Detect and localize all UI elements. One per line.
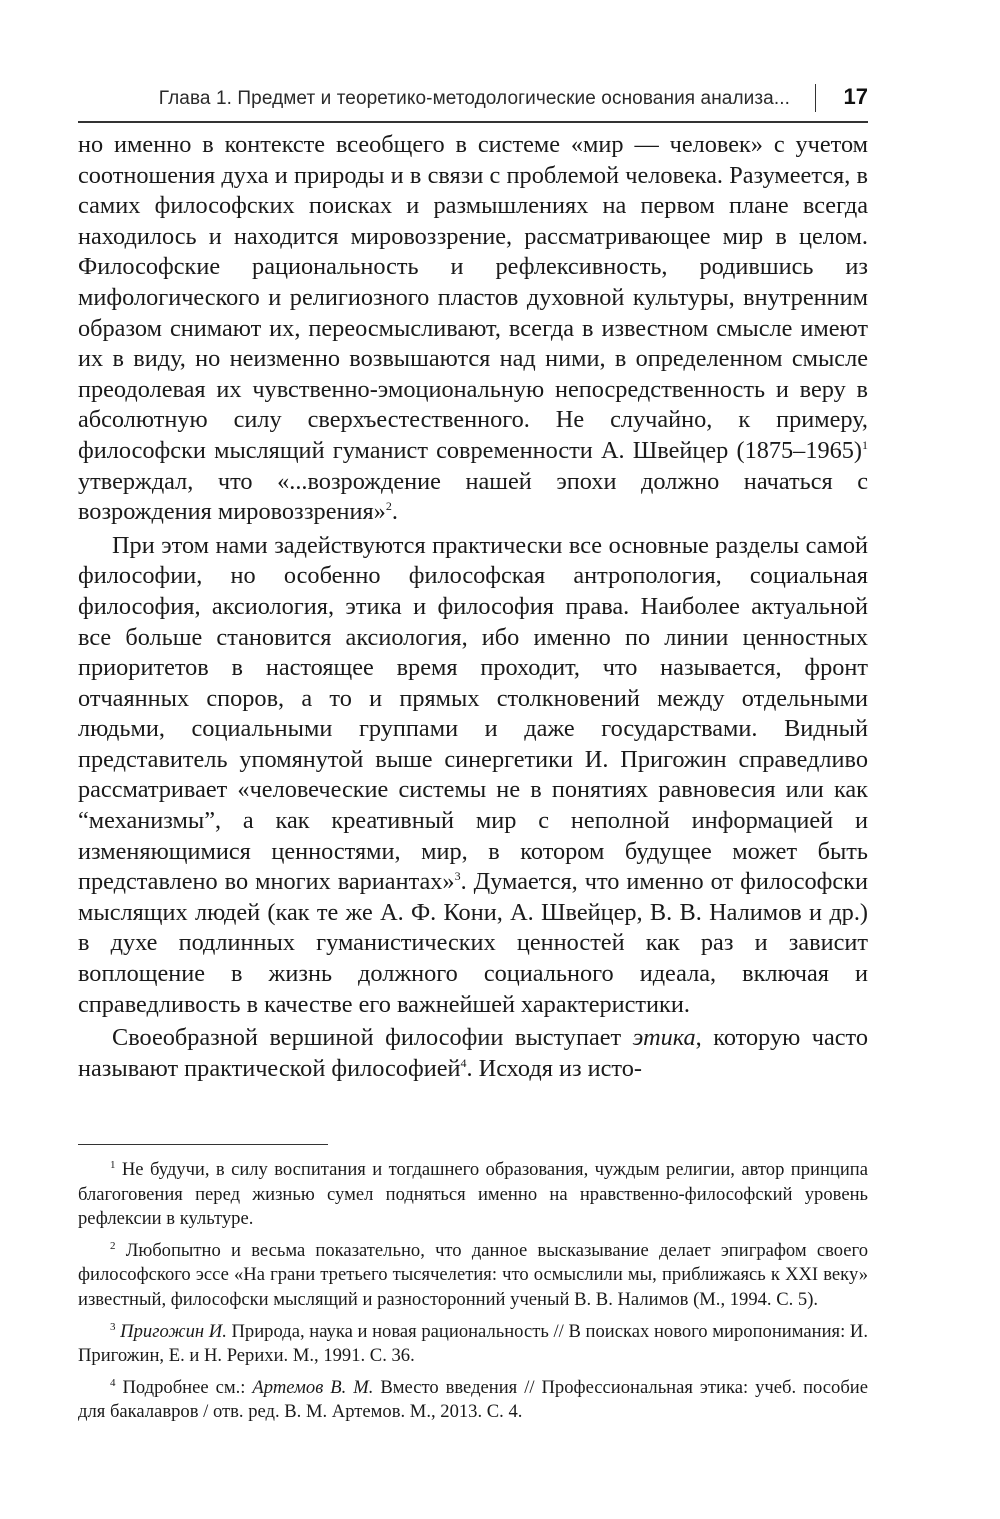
footnote-text: Любопытно и весьма показательно, что данное высказывание делает эпиграфом своего философского эссе «На грани третьего тысячелетия: что осмыслили мы, приближаясь к XXI веку» известный, философски мыслящий и разносторонний ученый В. В. Налимов (М., 1994. С. 5). — [78, 1239, 868, 1310]
paragraph-text: При этом нами задействуются практически все основные разделы самой философии, но особенно философская антропология, социальная философия, аксиология, этика и философия права. Наиболее актуальной все больше становится аксиология, ибо именно по линии ценностных приоритетов в настоящее время проходит, что называется, фронт отчаянных споров, а то и прямых столкновений между отдельными людьми, социальными группами и даже государствами. Видный представитель упомянутой выше синергетики И. Пригожин справедливо рассматривает «человеческие системы не в понятиях равновесия или как “механизмы”, а как креативный мир с неполной информацией и изменяющимися ценностями, мир, в котором будущее может быть представлено во многих вариантах» — [78, 531, 868, 896]
footnote-rule — [78, 1144, 328, 1145]
footnote-text: Не будучи, в силу воспитания и тогдашнего образования, чуждым религии, автор принципа благоговения перед жизнью сумел подняться именно на нравственно-философский уровень рефлексии в культуре. — [78, 1159, 868, 1230]
footnote-mark: 2 — [110, 1239, 116, 1252]
emphasis-ethics: этика — [632, 1024, 696, 1052]
footnote-ref-1: 1 — [862, 437, 868, 452]
footnote-ref-3: 3 — [454, 869, 461, 884]
footnote-author: Пригожин И. — [120, 1320, 227, 1342]
running-header — [78, 78, 868, 118]
page-number: 17 — [843, 84, 868, 109]
footnote-3 — [78, 1320, 868, 1369]
paragraph-text: . Исходя из исто- — [466, 1054, 642, 1082]
footnotes — [78, 1158, 868, 1432]
paragraph-text: . Думается, что именно от философски мыслящих людей (как те же А. Ф. Кони, А. Швейцер, В. В. Налимов и др.) в духе подлинных гуманистических ценностей как раз и зависит воплощение в жизнь должного социального идеала, включая и справедливость в качестве его важнейшей характеристики. — [78, 868, 868, 1018]
paragraph-2 — [78, 531, 868, 1021]
footnote-lead: Подробнее см.: — [115, 1376, 253, 1398]
footnote-author: Артемов В. М. — [252, 1376, 374, 1398]
header-separator — [815, 84, 817, 112]
footnote-mark: 3 — [110, 1320, 116, 1333]
paragraph-1 — [78, 130, 868, 528]
paragraph-text: , которую часто называют практической философией — [78, 1024, 868, 1082]
footnote-2 — [78, 1239, 868, 1313]
paragraph-3 — [78, 1023, 868, 1084]
paragraph-text: но именно в контексте всеобщего в системе «мир — человек» с учетом соотношения духа и природы и в связи с проблемой человека. Разумеется, в самих философских поисках и размышлениях на первом плане всегда находилось и находится мировоззрение, рассматривающее мир в целом. Философские рациональность и рефлексивность, родившись из мифологического и религиозного пластов духовной культуры, внутренним образом снимают их, переосмысливают, всегда в известном смысле имеют их в виду, но неизменно возвышаются над ними, в определенном смысле преодолевая их чувственно-эмоциональную непосредственность и веру в абсолютную силу сверхъестественного. Не случайно, к примеру, философски мыслящий гуманист современности А. Швейцер (1875–1965) — [78, 131, 868, 464]
footnote-4 — [78, 1376, 868, 1425]
header-rule — [78, 121, 868, 123]
footnote-text: Природа, наука и новая рациональность // В поисках нового миропонимания: И. Пригожин, Е. и Н. Рерихи. М., 1991. С. 36. — [78, 1320, 868, 1367]
footnote-1 — [78, 1158, 868, 1232]
paragraph-text: утверждал, что «...возрождение нашей эпохи должно начаться с возрождения мировоззрения» — [78, 467, 868, 526]
footnote-mark: 1 — [110, 1159, 116, 1171]
paragraph-text: . — [391, 498, 398, 526]
footnote-mark: 4 — [110, 1376, 116, 1389]
footnote-ref-2: 2 — [385, 499, 392, 514]
paragraph-text: Своеобразной вершиной философии выступает — [112, 1024, 633, 1052]
footnote-text: Вместо введения // Профессиональная этика: учеб. пособие для бакалавров / отв. ред. В. М. Артемов. М., 2013. С. 4. — [78, 1376, 868, 1423]
footnote-ref-4: 4 — [460, 1055, 467, 1070]
chapter-title: Глава 1. Предмет и теоретико-методологические основания анализа... — [158, 88, 790, 109]
main-text — [78, 130, 868, 1084]
